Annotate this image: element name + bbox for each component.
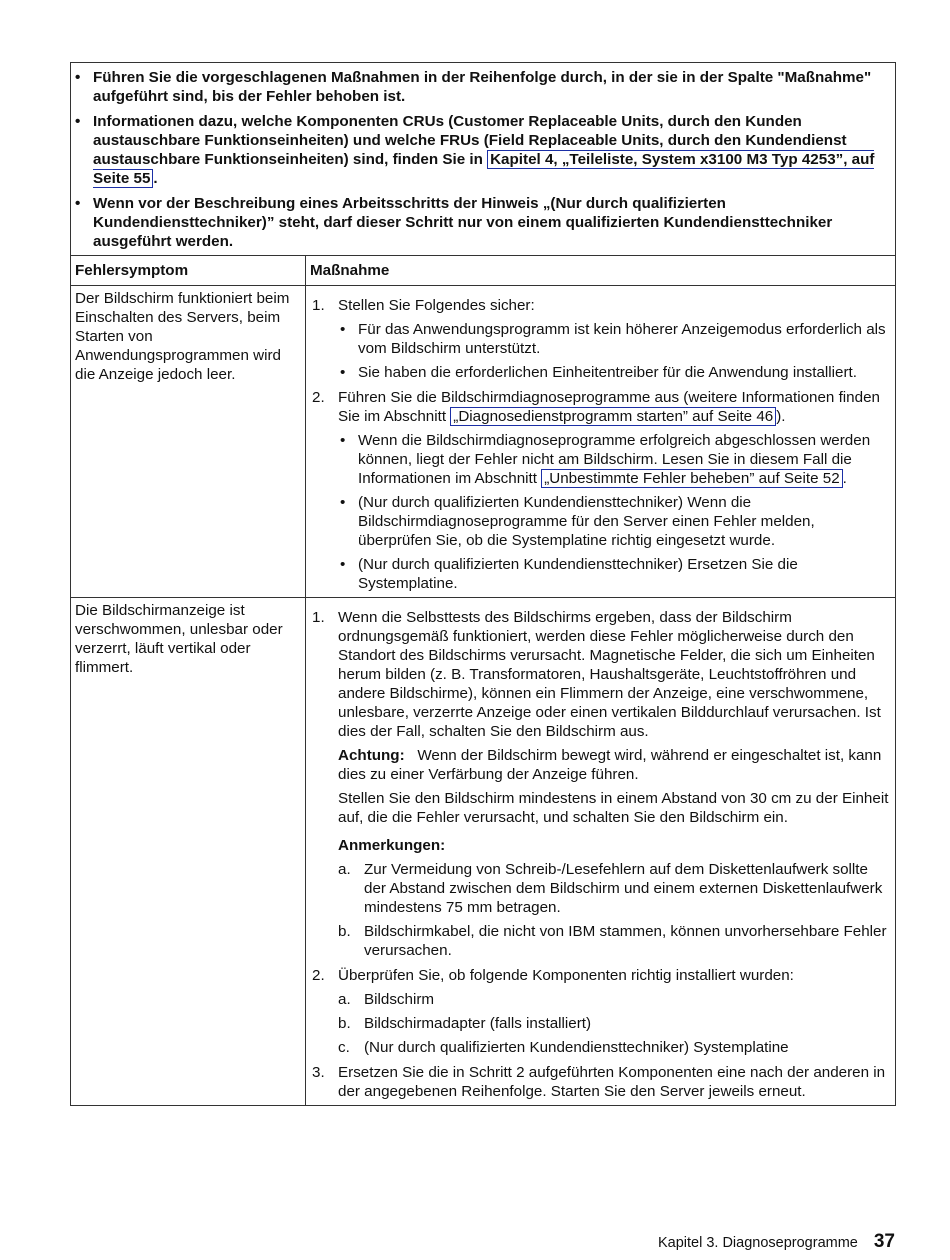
bullet-item [338, 363, 891, 382]
bullet-text-post: . [842, 470, 847, 487]
step-item [310, 608, 891, 960]
step-text: Wenn die Selbsttests des Bildschirms ergeben, dass der Bildschirm ordnungsgemäß funktioniert, werden diese Fehler möglicherweise durch den Standort des Bildschirms verursacht. Magnetische Felder, die sich um Einheiten herum bilden (z. B. Transformatoren, Haushaltsgeräte, Leuchtstoffröhren und andere Bildschirme), können ein Flimmern der Anzeige, eine verschwommene, unlesbare, verzerrte Anzeige oder einen vertikalen Bilddurchlauf verursachen. Ist dies der Fall, schalten Sie den Bildschirm aus. [338, 609, 881, 740]
step-item [310, 296, 891, 382]
step-item [310, 388, 891, 593]
bullet-item [338, 320, 891, 358]
sub-letter: b. [338, 1015, 351, 1032]
component-text: (Nur durch qualifizierten Kundendiensttechniker) Systemplatine [364, 1039, 789, 1056]
bullet-icon: • [340, 494, 346, 511]
step-paragraph: Stellen Sie den Bildschirm mindestens in einem Abstand von 30 cm zu der Einheit auf, die die Fehler verursacht, und schalten Sie den Bildschirm ein. [338, 790, 889, 826]
note-item [75, 112, 889, 188]
bullet-text [358, 431, 891, 488]
note-sub-text: Zur Vermeidung von Schreib-/Lesefehlern auf dem Diskettenlaufwerk sollte der Abstand zwischen dem Bildschirm und einem externen Diskettenlaufwerk mindestens 75 mm betragen. [364, 861, 883, 916]
note-sub-text: Bildschirmkabel, die nicht von IBM stammen, können unvorhersehbare Fehler verursachen. [364, 923, 887, 959]
step-text-post: ). [776, 408, 786, 425]
note-item [75, 194, 889, 251]
link-parts-list[interactable]: Kapitel 4, „Teileliste, System x3100 M3 Typ 4253”, auf Seite 55 [93, 151, 875, 187]
sub-letter: a. [338, 991, 351, 1008]
note-text: Führen Sie die vorgeschlagenen Maßnahmen in der Reihenfolge durch, in der sie in der Spalte "Maßnahme" aufgeführt sind, bis der Fehler behoben ist. [93, 69, 872, 105]
component-text: Bildschirm [364, 991, 435, 1008]
step-item [310, 1063, 891, 1101]
note-text-pre: Informationen dazu, welche Komponenten CRUs (Customer Replaceable Units, durch den Kunden austauschbare Funktionseinheiten) und welche FRUs (Field Replaceable Units, durch den Kundendienst austauschbare Funktionseinheiten) sind, finden Sie in [93, 113, 847, 168]
step-text: Stellen Sie Folgendes sicher: [338, 297, 535, 314]
bullet-item [338, 555, 891, 593]
link-diagnostics[interactable]: „Diagnosedienstprogramm starten” auf Seite 46 [450, 407, 776, 426]
symptom-cell: Der Bildschirm funktioniert beim Einschalten des Servers, beim Starten von Anwendungsprogrammen wird die Anzeige jedoch leer. [71, 286, 306, 598]
step-text [338, 388, 891, 426]
component-item [338, 1014, 891, 1033]
note-sub-item [338, 922, 891, 960]
header-action: Maßnahme [306, 256, 896, 286]
note-text-post: . [153, 170, 158, 187]
attention-label: Achtung: [338, 747, 405, 764]
page-number: 37 [873, 1231, 895, 1252]
bullet-icon: • [75, 113, 81, 130]
step-text: Ersetzen Sie die in Schritt 2 aufgeführten Komponenten eine nach der anderen in der angegebenen Reihenfolge. Starten Sie den Server jeweils erneut. [338, 1064, 886, 1100]
table-row [71, 598, 895, 1106]
note-sub-item [338, 860, 891, 917]
sub-letter: c. [338, 1039, 350, 1056]
bullet-text: Sie haben die erforderlichen Einheitentreiber für die Anwendung installiert. [358, 364, 857, 381]
notes-label: Anmerkungen: [338, 837, 446, 854]
note-text: Wenn vor der Beschreibung eines Arbeitsschritts der Hinweis „(Nur durch qualifizierten Kundendiensttechniker)” steht, darf dieser Schritt nur von einem qualifizierten Kundendiensttechniker ausgeführt werden. [93, 195, 833, 250]
component-item [338, 990, 891, 1009]
sub-letter: b. [338, 923, 351, 940]
step-number: 1. [312, 297, 325, 314]
bullet-icon: • [340, 364, 346, 381]
header-symptom: Fehlersymptom [71, 256, 306, 286]
sub-letter: a. [338, 861, 351, 878]
bullet-text: (Nur durch qualifizierten Kundendiensttechniker) Ersetzen Sie die Systemplatine. [358, 556, 798, 592]
bullet-text-pre: Wenn die Bildschirmdiagnoseprogramme erfolgreich abgeschlossen werden können, liegt der Fehler nicht am Bildschirm. Lesen Sie in diesem Fall die Informationen im Abschnitt [358, 432, 871, 487]
table-header-row [71, 256, 895, 286]
table-row [71, 286, 895, 598]
step-number: 2. [312, 967, 325, 984]
bullet-text: Für das Anwendungsprogramm ist kein höherer Anzeigemodus erforderlich als vom Bildschirm unterstützt. [358, 321, 886, 357]
bullet-item [338, 493, 891, 550]
bullet-icon: • [75, 69, 81, 86]
page-footer [658, 1232, 895, 1253]
bullet-text: (Nur durch qualifizierten Kundendiensttechniker) Wenn die Bildschirmdiagnoseprogramme für den Server einen Fehler melden, überprüfen Sie, ob die Systemplatine richtig eingesetzt wurde. [358, 494, 815, 549]
step-number: 3. [312, 1064, 325, 1081]
symptom-cell: Die Bildschirmanzeige ist verschwommen, unlesbar oder verzerrt, läuft vertikal oder flimmert. [71, 598, 306, 1106]
component-item [338, 1038, 891, 1057]
bullet-icon: • [75, 195, 81, 212]
note-item [75, 68, 889, 106]
component-text: Bildschirmadapter (falls installiert) [364, 1015, 592, 1032]
bullet-icon: • [340, 432, 346, 449]
bullet-icon: • [340, 321, 346, 338]
step-number: 2. [312, 389, 325, 406]
note-text [93, 112, 889, 188]
troubleshooting-table [70, 62, 896, 1106]
step-text-pre: Führen Sie die Bildschirmdiagnoseprogramme aus (weitere Informationen finden Sie im Abschnitt [338, 389, 880, 425]
bullet-icon: • [340, 556, 346, 573]
notes-block [71, 63, 895, 256]
action-cell [306, 286, 896, 598]
footer-chapter: Kapitel 3. Diagnoseprogramme [657, 1235, 858, 1251]
attention-note [338, 746, 891, 784]
action-cell [306, 598, 896, 1106]
step-text: Überprüfen Sie, ob folgende Komponenten richtig installiert wurden: [338, 967, 794, 984]
attention-text: Wenn der Bildschirm bewegt wird, während er eingeschaltet ist, kann dies zu einer Verfärbung der Anzeige führen. [338, 747, 882, 783]
step-number: 1. [312, 609, 325, 626]
link-undetermined-errors[interactable]: „Unbestimmte Fehler beheben” auf Seite 52 [541, 469, 842, 488]
step-item [310, 966, 891, 1057]
symptom-table [71, 256, 895, 1105]
bullet-item [338, 431, 891, 488]
